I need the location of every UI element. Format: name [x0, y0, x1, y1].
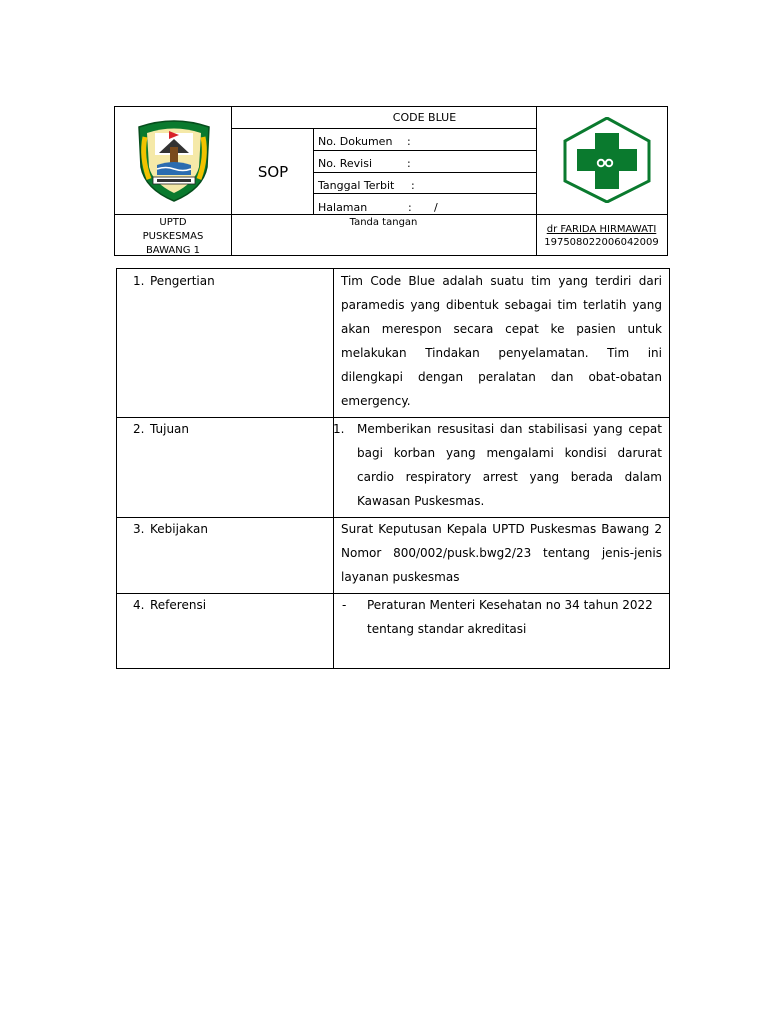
section-text-line: paramedis yang dibentuk sebagai tim terlatih yang	[341, 298, 662, 312]
org-line: BAWANG 1	[145, 245, 201, 256]
section-text-line: Peraturan Menteri Kesehatan no 34 tahun 2022	[367, 598, 653, 612]
section-number: 1.	[133, 274, 145, 288]
header-divider	[313, 150, 536, 151]
field-no-revisi-label: No. Revisi	[318, 157, 373, 170]
section-text-line: melakukan Tindakan penyelamatan. Tim ini	[341, 346, 662, 360]
header-divider	[313, 172, 536, 173]
section-text-line: Kawasan Puskesmas.	[357, 494, 485, 508]
section-text-line: Surat Keputusan Kepala UPTD Puskesmas Bawang 2	[341, 522, 662, 536]
section-text-line: tentang standar akreditasi	[367, 622, 527, 636]
org-line: UPTD	[159, 217, 187, 228]
list-marker: 1.	[333, 422, 345, 436]
section-text-line: Memberikan resusitasi dan stabilisasi yang cepat	[357, 422, 662, 436]
signer-nip: 197508022006042009	[544, 237, 659, 248]
field-no-dokumen-label: No. Dokumen	[318, 135, 393, 148]
section-label-tujuan: Tujuan	[150, 422, 190, 436]
signer-name: dr FARIDA HIRMAWATI	[546, 224, 657, 235]
field-halaman-value: /	[434, 201, 438, 214]
section-label-pengertian: Pengertian	[150, 274, 215, 288]
field-separator: :	[407, 135, 411, 148]
section-text-line: bagi korban yang mengalami kondisi darurat	[357, 446, 662, 460]
section-text-line: Nomor 800/002/pusk.bwg2/23 tentang jenis-jenis	[341, 546, 662, 560]
header-divider	[231, 128, 536, 129]
field-separator: :	[411, 179, 415, 192]
field-separator: :	[407, 157, 411, 170]
section-text-line: akan merespon secara cepat ke pasien untuk	[341, 322, 662, 336]
section-text-line: Tim Code Blue adalah suatu tim yang terdiri dari	[341, 274, 662, 288]
header-divider	[231, 107, 232, 255]
section-text-line: emergency.	[341, 394, 411, 408]
list-marker: -	[342, 598, 347, 612]
header-divider	[313, 193, 536, 194]
section-number: 2.	[133, 422, 145, 436]
field-separator: :	[408, 201, 412, 214]
section-text-line: layanan puskesmas	[341, 570, 460, 584]
org-line: PUSKESMAS	[142, 231, 204, 242]
document-title: CODE BLUE	[392, 111, 457, 124]
header-divider	[313, 128, 314, 214]
regency-emblem-icon	[133, 117, 215, 203]
puskesmas-cross-logo-icon	[561, 117, 653, 203]
section-number: 3.	[133, 522, 145, 536]
sop-content-table	[116, 268, 670, 669]
sop-header-table	[114, 106, 668, 256]
signature-label: Tanda tangan	[349, 217, 418, 228]
section-number: 4.	[133, 598, 145, 612]
table-divider	[333, 269, 334, 668]
section-label-referensi: Referensi	[150, 598, 207, 612]
section-text-line: cardio respiratory arrest yang berada dalam	[357, 470, 662, 484]
sop-label: SOP	[257, 163, 289, 181]
section-text-line: dilengkapi dengan peralatan dan obat-obatan	[341, 370, 662, 384]
header-divider	[115, 214, 667, 215]
section-label-kebijakan: Kebijakan	[150, 522, 208, 536]
field-tanggal-terbit-label: Tanggal Terbit	[318, 179, 395, 192]
field-halaman-label: Halaman	[318, 201, 368, 214]
